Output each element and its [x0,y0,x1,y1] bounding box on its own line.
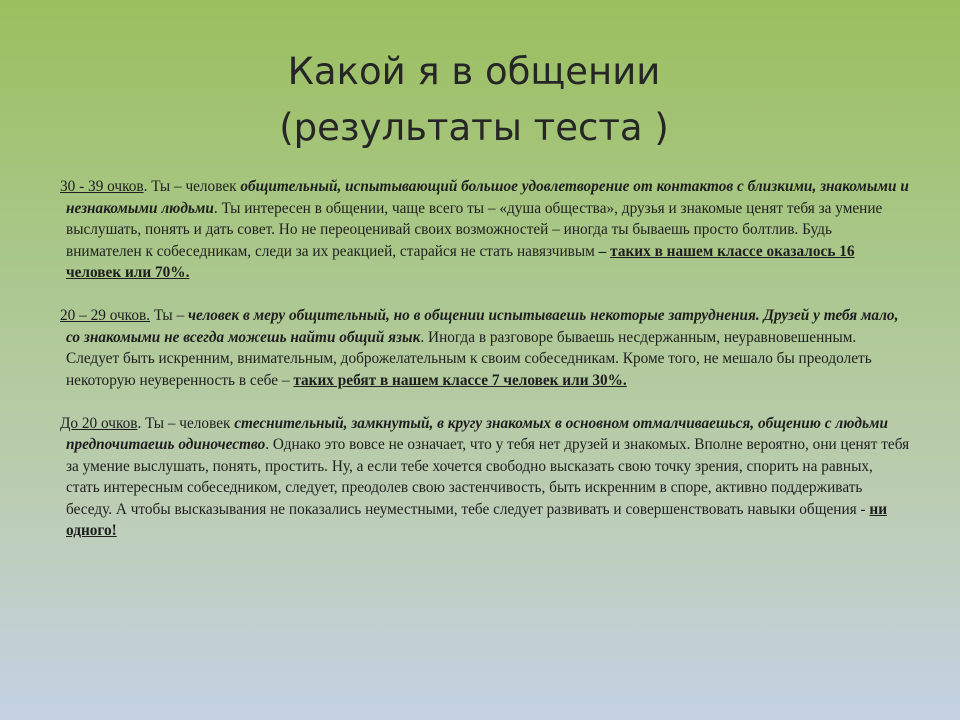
slide-title [0,44,948,156]
text-part: . Ты интересен в общении, чаще всего ты – «душа общества», друзья и знакомые ценят тебя за умение выслушать, понять и дать совет. Но не переоценивай своих возможностей – иногда ты бываешь просто болтлив. Будь внимателен к собеседникам, следи за их реакцией, старайся не стать навязчивым [66,199,883,260]
text-part: . Ты – человек [137,414,235,432]
result-paragraph-30-39 [60,176,910,284]
text-part: Ты – [150,307,188,324]
score-range: 30 - 39 очков [60,178,144,195]
results-text [60,176,910,563]
text-part: . Однако это вовсе не означает, что у тебя нет друзей и знакомых. Вполне вероятно, они ценят тебя за умение выслушать, понять, простить. Ну, а если тебе хочется свободно высказать свою точку зрения, спорить на равных, стать интересным собеседником, следует, преодолев свою застенчивость, быть искренним в споре, активно поддерживать беседу. А чтобы высказывания не показались неуместными, тебе следует развивать и совершенствовать навыки общения - [66,436,910,518]
result-paragraph-20-29 [60,305,910,391]
emphasis-text: человек в меру общительный, но в общении испытываешь некоторые затруднения. Друзей у тебя мало, со знакомыми не всегда можешь найти общий язык [66,307,899,346]
text-part: . Иногда в разговоре бываешь несдержанным, неуравновешенным. Следует быть искренним, внимательным, доброжелательным к своим собеседникам. Кроме того, не мешало бы преодолеть некоторую неуверенность в себе – [66,328,872,389]
score-range: 20 – 29 очков. [60,307,151,324]
class-result: ни одного! [66,500,888,539]
emphasis-text: общительный, испытывающий большое удовлетворение от контактов с близкими, знакомыми и незнакомыми людьми [66,178,909,217]
text-part: . Ты – человек [143,178,241,195]
result-paragraph-under-20 [60,413,910,542]
title-line-2: (результаты теста ) [279,106,669,149]
dash: – [598,242,611,260]
class-result: таких в нашем классе оказалось 16 человек или 70%. [66,242,855,281]
class-result: таких ребят в нашем классе 7 человек или 30%. [293,371,627,389]
title-line-1: Какой я в общении [287,50,661,93]
emphasis-text: стеснительный, замкнутый, в кругу знакомых в основном отмалчиваешься, общению с людьми предпочитаешь одиночество [66,414,888,453]
score-range: До 20 очков [60,414,138,432]
